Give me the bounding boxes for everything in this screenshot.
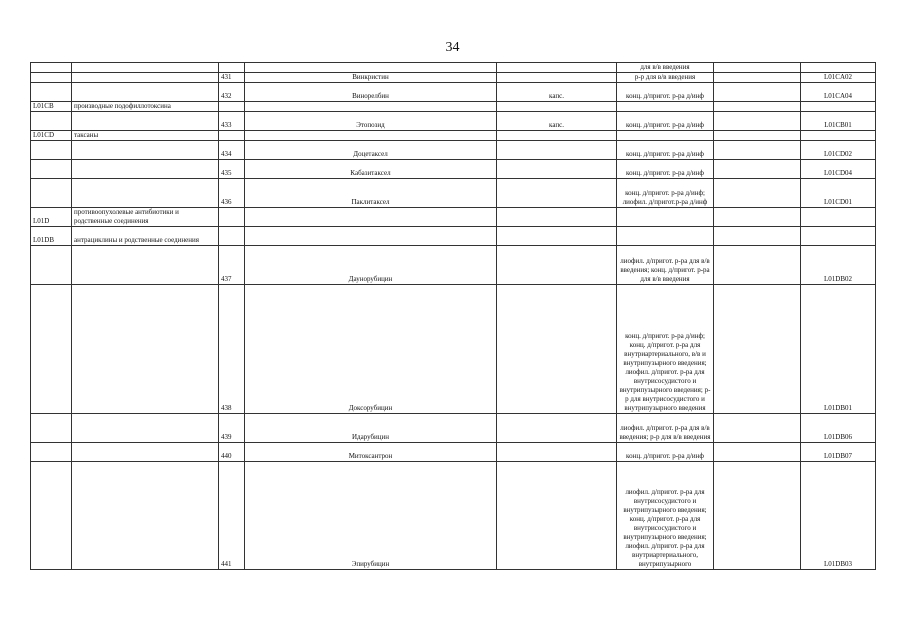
row-number: [219, 227, 245, 246]
atc-code: L01DB07: [801, 443, 876, 462]
row-number: 438: [219, 285, 245, 414]
atc-group-code: [31, 443, 72, 462]
group-name: таксаны: [72, 131, 219, 141]
extra-cell: [714, 63, 801, 73]
dosage-form: конц. д/пригот. р-ра д/инф: [617, 443, 714, 462]
extra-cell: [714, 246, 801, 285]
dosage-form-short: [497, 443, 617, 462]
atc-group-code: L01DB: [31, 227, 72, 246]
row-number: 435: [219, 160, 245, 179]
dosage-form: для в/в введения: [617, 63, 714, 73]
dosage-form-short: капс.: [497, 83, 617, 102]
atc-code: [801, 131, 876, 141]
drug-name: Кабазитаксел: [245, 160, 497, 179]
extra-cell: [714, 462, 801, 570]
row-number: [219, 63, 245, 73]
row-number: 431: [219, 73, 245, 83]
drug-name: Идарубицин: [245, 414, 497, 443]
dosage-form-short: [497, 160, 617, 179]
group-name: [72, 179, 219, 208]
group-name: [72, 246, 219, 285]
dosage-form: [617, 102, 714, 112]
dosage-form-short: [497, 63, 617, 73]
dosage-form-short: [497, 141, 617, 160]
dosage-form: конц. д/пригот. р-ра д/инф: [617, 160, 714, 179]
dosage-form-short: [497, 246, 617, 285]
table-row: [31, 73, 876, 83]
dosage-form: лиофил. д/пригот. р-ра для внутрисосудистого и внутрипузырного введения; конц. д/пригот. р-ра для внутрисосудистого и внутрипузырного введения; лиофил. д/пригот. р-ра для внутриартериального, внутрипузырного: [617, 462, 714, 570]
atc-group-code: [31, 83, 72, 102]
dosage-form-short: [497, 131, 617, 141]
atc-code: [801, 63, 876, 73]
dosage-form: [617, 227, 714, 246]
dosage-form-short: капс.: [497, 112, 617, 131]
group-name: [72, 414, 219, 443]
group-name: [72, 63, 219, 73]
atc-code: L01CA04: [801, 83, 876, 102]
atc-group-code: [31, 63, 72, 73]
dosage-form-short: [497, 285, 617, 414]
group-name: [72, 83, 219, 102]
table-row: [31, 246, 876, 285]
group-name: [72, 160, 219, 179]
table-row: [31, 227, 876, 246]
row-number: [219, 131, 245, 141]
group-name: [72, 112, 219, 131]
extra-cell: [714, 102, 801, 112]
row-number: 436: [219, 179, 245, 208]
atc-group-code: [31, 414, 72, 443]
table-row: [31, 208, 876, 227]
atc-group-code: [31, 160, 72, 179]
table-row: [31, 414, 876, 443]
group-name: [72, 285, 219, 414]
atc-group-code: [31, 141, 72, 160]
dosage-form-short: [497, 462, 617, 570]
drug-name: Винкристин: [245, 73, 497, 83]
dosage-form: конц. д/пригот. р-ра д/инф: [617, 141, 714, 160]
extra-cell: [714, 112, 801, 131]
drug-name: [245, 63, 497, 73]
drug-name: [245, 102, 497, 112]
row-number: [219, 208, 245, 227]
dosage-form-short: [497, 73, 617, 83]
extra-cell: [714, 83, 801, 102]
dosage-form: конц. д/пригот. р-ра д/инф: [617, 112, 714, 131]
dosage-form: [617, 131, 714, 141]
table-row: [31, 102, 876, 112]
group-name: [72, 443, 219, 462]
atc-group-code: [31, 179, 72, 208]
drug-list-table: [30, 62, 876, 570]
drug-name: Доцетаксел: [245, 141, 497, 160]
row-number: 439: [219, 414, 245, 443]
extra-cell: [714, 227, 801, 246]
dosage-form-short: [497, 414, 617, 443]
atc-group-code: [31, 73, 72, 83]
atc-group-code: L01CD: [31, 131, 72, 141]
row-number: 434: [219, 141, 245, 160]
drug-name: [245, 208, 497, 227]
atc-group-code: [31, 112, 72, 131]
atc-group-code: [31, 462, 72, 570]
extra-cell: [714, 73, 801, 83]
row-number: 433: [219, 112, 245, 131]
atc-group-code: L01D: [31, 208, 72, 227]
atc-code: L01DB03: [801, 462, 876, 570]
atc-code: L01CD02: [801, 141, 876, 160]
group-name: производные подофиллотоксина: [72, 102, 219, 112]
table-row: [31, 462, 876, 570]
extra-cell: [714, 443, 801, 462]
atc-code: L01DB01: [801, 285, 876, 414]
table-row: [31, 83, 876, 102]
drug-name: Даунорубицин: [245, 246, 497, 285]
table-row: [31, 160, 876, 179]
row-number: 437: [219, 246, 245, 285]
group-name: [72, 73, 219, 83]
extra-cell: [714, 160, 801, 179]
dosage-form-short: [497, 102, 617, 112]
dosage-form-short: [497, 227, 617, 246]
atc-code: [801, 227, 876, 246]
dosage-form: конц. д/пригот. р-ра д/инф; конц. д/пригот. р-ра для внутриартериального, в/в и внутрипузырного введения; лиофил. д/пригот. р-ра для внутрисосудистого и внутрипузырного введения; р-р для внутрисосудистого и внутрипузырного введения: [617, 285, 714, 414]
dosage-form: конц. д/пригот. р-ра д/инф; лиофил. д/пригот.р-ра д/инф: [617, 179, 714, 208]
dosage-form: конц. д/пригот. р-ра д/инф: [617, 83, 714, 102]
group-name: [72, 141, 219, 160]
atc-code: L01DB06: [801, 414, 876, 443]
dosage-form-short: [497, 208, 617, 227]
table-row: [31, 131, 876, 141]
atc-code: [801, 208, 876, 227]
atc-code: L01CB01: [801, 112, 876, 131]
row-number: 440: [219, 443, 245, 462]
table-row: [31, 285, 876, 414]
extra-cell: [714, 179, 801, 208]
table-row: [31, 141, 876, 160]
drug-name: [245, 227, 497, 246]
atc-group-code: L01CB: [31, 102, 72, 112]
atc-code: L01CD04: [801, 160, 876, 179]
atc-code: L01CA02: [801, 73, 876, 83]
atc-group-code: [31, 246, 72, 285]
row-number: 441: [219, 462, 245, 570]
dosage-form: лиофил. д/пригот. р-ра для в/в введения; конц. д/пригот. р-ра для в/в введения: [617, 246, 714, 285]
drug-name: Паклитаксел: [245, 179, 497, 208]
extra-cell: [714, 208, 801, 227]
atc-code: L01CD01: [801, 179, 876, 208]
extra-cell: [714, 414, 801, 443]
dosage-form: [617, 208, 714, 227]
group-name: противоопухолевые антибиотики и родственные соединения: [72, 208, 219, 227]
table-row: [31, 443, 876, 462]
drug-name: Доксорубицин: [245, 285, 497, 414]
dosage-form: р-р для в/в введения: [617, 73, 714, 83]
drug-name: Винорелбин: [245, 83, 497, 102]
drug-name: Митоксантрон: [245, 443, 497, 462]
table-row: [31, 63, 876, 73]
dosage-form: лиофил. д/пригот. р-ра для в/в введения; р-р для в/в введения: [617, 414, 714, 443]
table-row: [31, 179, 876, 208]
group-name: [72, 462, 219, 570]
extra-cell: [714, 131, 801, 141]
atc-code: L01DB02: [801, 246, 876, 285]
dosage-form-short: [497, 179, 617, 208]
extra-cell: [714, 285, 801, 414]
row-number: [219, 102, 245, 112]
drug-name: Эпирубицин: [245, 462, 497, 570]
extra-cell: [714, 141, 801, 160]
group-name: антрациклины и родственные соединения: [72, 227, 219, 246]
drug-name: Этопозид: [245, 112, 497, 131]
drug-name: [245, 131, 497, 141]
page-number: 34: [445, 40, 460, 55]
atc-group-code: [31, 285, 72, 414]
table-row: [31, 112, 876, 131]
row-number: 432: [219, 83, 245, 102]
atc-code: [801, 102, 876, 112]
